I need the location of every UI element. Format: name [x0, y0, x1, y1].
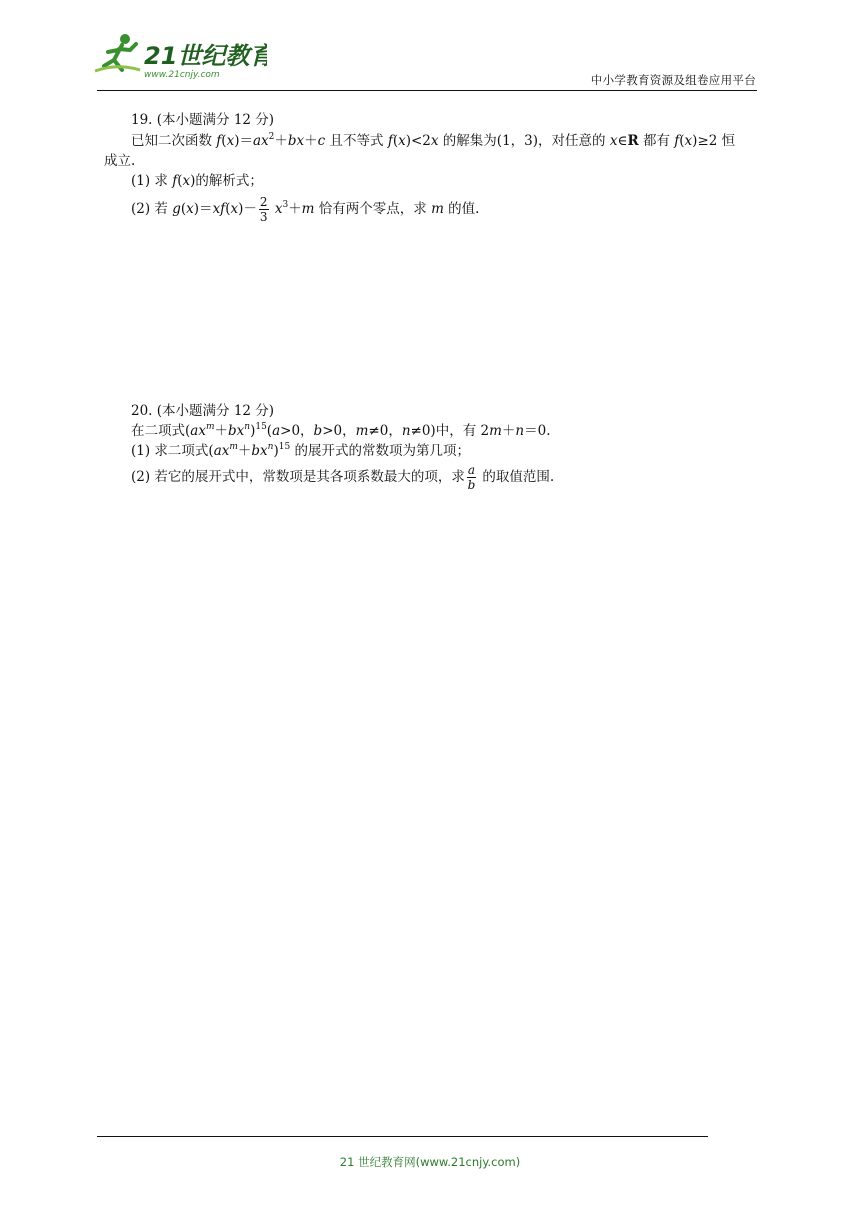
platform-name: 中小学教育资源及组卷应用平台	[590, 73, 756, 87]
q19-part2: (2) 若 g(x)＝xf(x)－ $\frac{2}{3}$ $x^3+m$ 恰有两个零点，求 m 的值.	[131, 195, 480, 224]
q20-part2: (2) 若它的展开式中，常数项是其各项系数最大的项，求 $\frac{a}{b}$ 的取值范围.	[131, 463, 555, 492]
runner-logo-icon	[92, 30, 267, 82]
footer-site-link[interactable]: 21 世纪教育网(www.21cnjy.com)	[339, 1155, 521, 1169]
svg-text:www.21cnjy.com: www.21cnjy.com	[144, 70, 220, 80]
site-logo[interactable]	[92, 30, 267, 82]
q20-title: 20. (本小题满分 12 分)	[131, 403, 275, 419]
footer-divider	[97, 1136, 708, 1137]
header-divider	[97, 90, 757, 91]
a-over-b-fraction: $\frac{a}{b}$	[467, 463, 476, 492]
q19-stem-continued: 成立.	[104, 153, 136, 169]
q19-stem: 已知二次函数 $f(x)=ax^2+bx+c$ 且不等式 f(x)<2x 的解集为(1，3)，对任意的 x∈R 都有 f(x)≥2 恒	[131, 132, 736, 149]
q20-stem: 在二项式$(ax^m+bx^n)^{15}(a>0$，b>0，m≠0，n≠0)中，有 2m＋n＝0.	[131, 422, 551, 439]
q20-part1: (1) 求二项式$(ax^m+bx^n)^{15}$ 的展开式的常数项为第几项；	[131, 442, 470, 459]
q19-part1: (1) 求 f(x)的解析式；	[131, 173, 263, 189]
svg-text:21世纪教育: 21世纪教育	[144, 42, 267, 70]
two-thirds-fraction: $\frac{2}{3}$	[259, 195, 268, 224]
q19-title: 19. (本小题满分 12 分)	[131, 112, 275, 128]
